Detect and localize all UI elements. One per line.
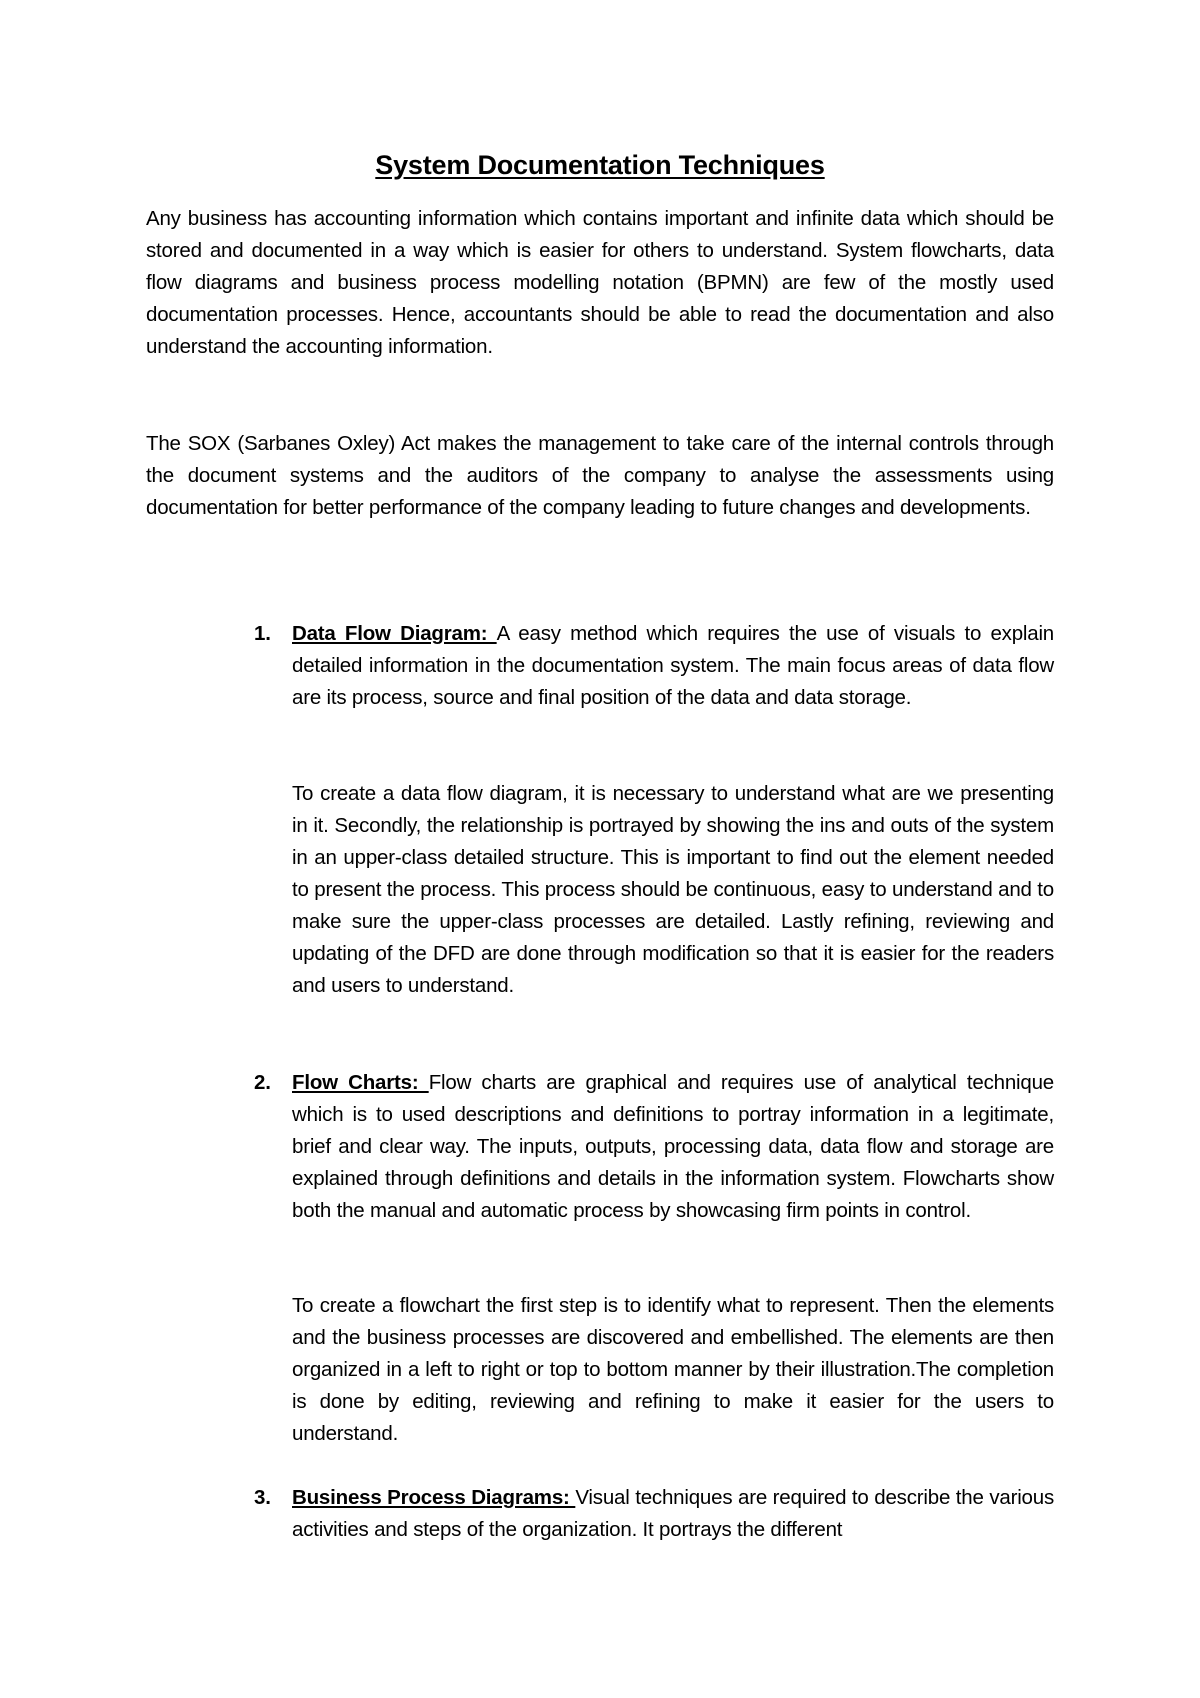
document-title: System Documentation Techniques (375, 150, 825, 180)
list-item-flow-charts (254, 1067, 1054, 1227)
list-item-term: Business Process Diagrams: (292, 1486, 576, 1509)
list-item-text: Flow charts are graphical and requires use of analytical technique which is to used descriptions and definitions to portray information in a legitimate, brief and clear way. The inputs, outputs, processing data, data flow and storage are explained through definitions and details in the information system. Flowcharts show both the manual and automatic process by showcasing firm points in control. (292, 1071, 1054, 1222)
list-item-number: 3. (254, 1486, 271, 1509)
list-item-number: 1. (254, 622, 271, 645)
list-item-text: Visual techniques are required to describe the various activities and steps of the organization. It portrays the different (292, 1486, 1055, 1541)
list-item-followup: To create a flowchart the first step is to identify what to represent. Then the elements and the business processes are discovered and embellished. The elements are then organized in a left to right or top to bottom manner by their illustration.The completion is done by editing, reviewing and refining to make it easier for the users to understand. (292, 1294, 1054, 1445)
list-item-term: Flow Charts: (292, 1071, 429, 1094)
list-item-followup: To create a data flow diagram, it is necessary to understand what are we presenting in it. Secondly, the relationship is portrayed by showing the ins and outs of the system in an upper-class detailed structure. This is important to find out the element needed to present the process. This process should be continuous, easy to understand and to make sure the upper-class processes are detailed. Lastly refining, reviewing and updating of the DFD are done through modification so that it is easier for the readers and users to understand. (292, 782, 1054, 997)
list-item-data-flow-diagram (254, 618, 1055, 714)
list-item-number: 2. (254, 1071, 271, 1094)
intro-paragraph: Any business has accounting information which contains important and infinite data which should be stored and documented in a way which is easier for others to understand. System flowcharts, data flow diagrams and business process modelling notation (BPMN) are few of the mostly used documentation processes. Hence, accountants should be able to read the documentation and also understand the accounting information. (146, 207, 1054, 358)
list-item-term: Data Flow Diagram: (292, 622, 497, 645)
list-item-business-process-diagrams (254, 1482, 1055, 1546)
sox-paragraph: The SOX (Sarbanes Oxley) Act makes the management to take care of the internal controls through the document systems and the auditors of the company to analyse the assessments using documentation for better performance of the company leading to future changes and developments. (146, 432, 1054, 519)
list-item-text: A easy method which requires the use of visuals to explain detailed information in the documentation system. The main focus areas of data flow are its process, source and final position of the data and data storage. (292, 622, 1055, 709)
